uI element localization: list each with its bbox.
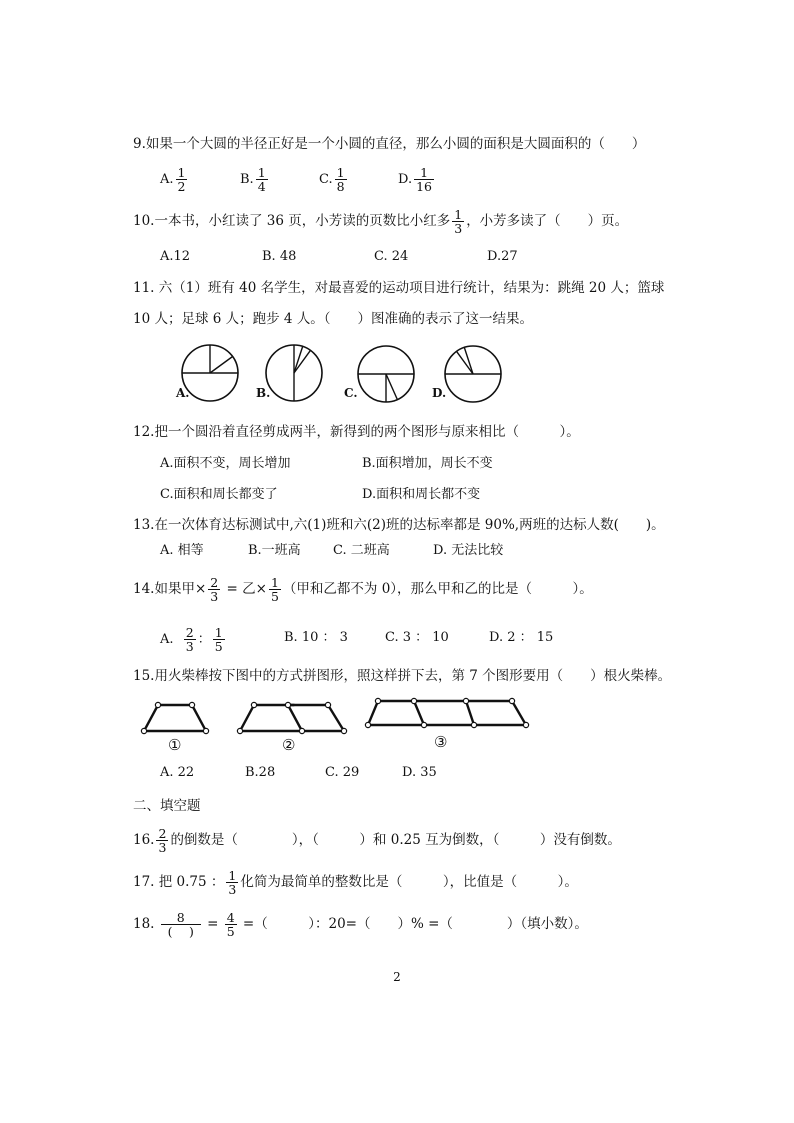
q10-option-a: A.12	[160, 249, 191, 264]
q12-option-d: D.面积和周长都不变	[362, 487, 481, 502]
q9-option-b: B. $\frac{1}{4}$	[240, 165, 266, 194]
q9-option-c: C. $\frac{1}{8}$	[319, 165, 345, 194]
q10-option-d: D.27	[487, 249, 518, 264]
q17-stem: 17. 把 0.75 ： $\frac{1}{3}$ 化简为最简单的整数比是（ ），比值是（ ）。	[133, 868, 578, 897]
page-number: 2	[393, 970, 401, 984]
q10-option-c: C. 24	[374, 249, 409, 264]
q15-option-d: D. 35	[402, 765, 437, 780]
q14-option-c: C. 3 ： 10	[385, 630, 449, 645]
q15-option-b: B.28	[245, 765, 276, 780]
q13-option-c: C. 二班高	[333, 543, 390, 558]
q14-option-d: D. 2 ： 15	[489, 630, 554, 645]
q14-option-a: A. $\frac{2}{3}$ ： $\frac{1}{5}$	[160, 625, 223, 654]
q9-option-d: D. $\frac{1}{16}$	[398, 165, 432, 194]
pie-chart-option-b	[264, 343, 324, 403]
q15-option-c: C. 29	[325, 765, 360, 780]
q9-option-a: A. $\frac{1}{2}$	[160, 165, 186, 194]
q12-option-b: B.面积增加，周长不变	[362, 456, 493, 471]
q18-stem: 18. $\frac{8}{( )}$ = $\frac{4}{5}$ =（ ）：20=（ ）% =（ ）（填小数）。	[133, 910, 588, 939]
pie-chart-option-d	[443, 344, 503, 404]
figure-label-2: ②	[282, 736, 296, 754]
matchstick-figure-2	[232, 697, 354, 737]
q15-stem: 15.用火柴棒按下图中的方式拼图形，照这样拼下去，第 7 个图形要用（ ）根火柴棒。	[133, 668, 672, 684]
matchstick-figure-1	[136, 697, 216, 737]
q14-option-b: B. 10 ： 3	[284, 630, 348, 645]
q14-stem: 14.如果甲× $\frac{2}{3}$ = 乙× $\frac{1}{5}$ （甲和乙都不为 0），那么甲和乙的比是（ ）。	[133, 575, 593, 604]
q16-stem: 16. $\frac{2}{3}$ 的倒数是（ ），（ ）和 0.25 互为倒数，（ ）没有倒数。	[133, 826, 621, 855]
q13-stem: 13.在一次体育达标测试中,六(1)班和六(2)班的达标率都是 90%,两班的达标人数( )。	[133, 517, 665, 533]
section-heading-fill-in: 二、填空题	[133, 798, 201, 814]
q10-stem: 10.一本书，小红读了 36 页，小芳读的页数比小红多 $\frac{1}{3}$ ，小芳多读了（ ）页。	[133, 207, 629, 236]
q13-option-b: B.一班高	[248, 543, 301, 558]
figure-label-3: ③	[434, 733, 448, 751]
pie-label-c: C.	[344, 386, 358, 400]
q12-stem: 12.把一个圆沿着直径剪成两半，新得到的两个图形与原来相比（ ）。	[133, 424, 580, 440]
pie-chart-option-c	[356, 344, 416, 404]
figure-label-1: ①	[168, 736, 182, 754]
pie-label-b: B.	[256, 386, 271, 400]
q12-option-c: C.面积和周长都变了	[160, 487, 278, 502]
pie-label-d: D.	[432, 386, 447, 400]
q11-stem-line1: 11. 六（1）班有 40 名学生，对最喜爱的运动项目进行统计，结果为：跳绳 20 人；篮球	[133, 280, 665, 296]
q15-option-a: A. 22	[160, 765, 195, 780]
pie-label-a: A.	[176, 386, 190, 400]
q13-option-d: D. 无法比较	[433, 543, 504, 558]
q11-stem-line2: 10 人；足球 6 人；跑步 4 人。（ ）图准确的表示了这一结果。	[133, 311, 534, 327]
q12-option-a: A.面积不变，周长增加	[160, 456, 291, 471]
q10-option-b: B. 48	[262, 249, 297, 264]
matchstick-figure-3	[362, 693, 534, 733]
q9-stem: 9.如果一个大圆的半径正好是一个小圆的直径，那么小圆的面积是大圆面积的（ ）	[133, 136, 646, 152]
q13-option-a: A. 相等	[160, 543, 204, 558]
